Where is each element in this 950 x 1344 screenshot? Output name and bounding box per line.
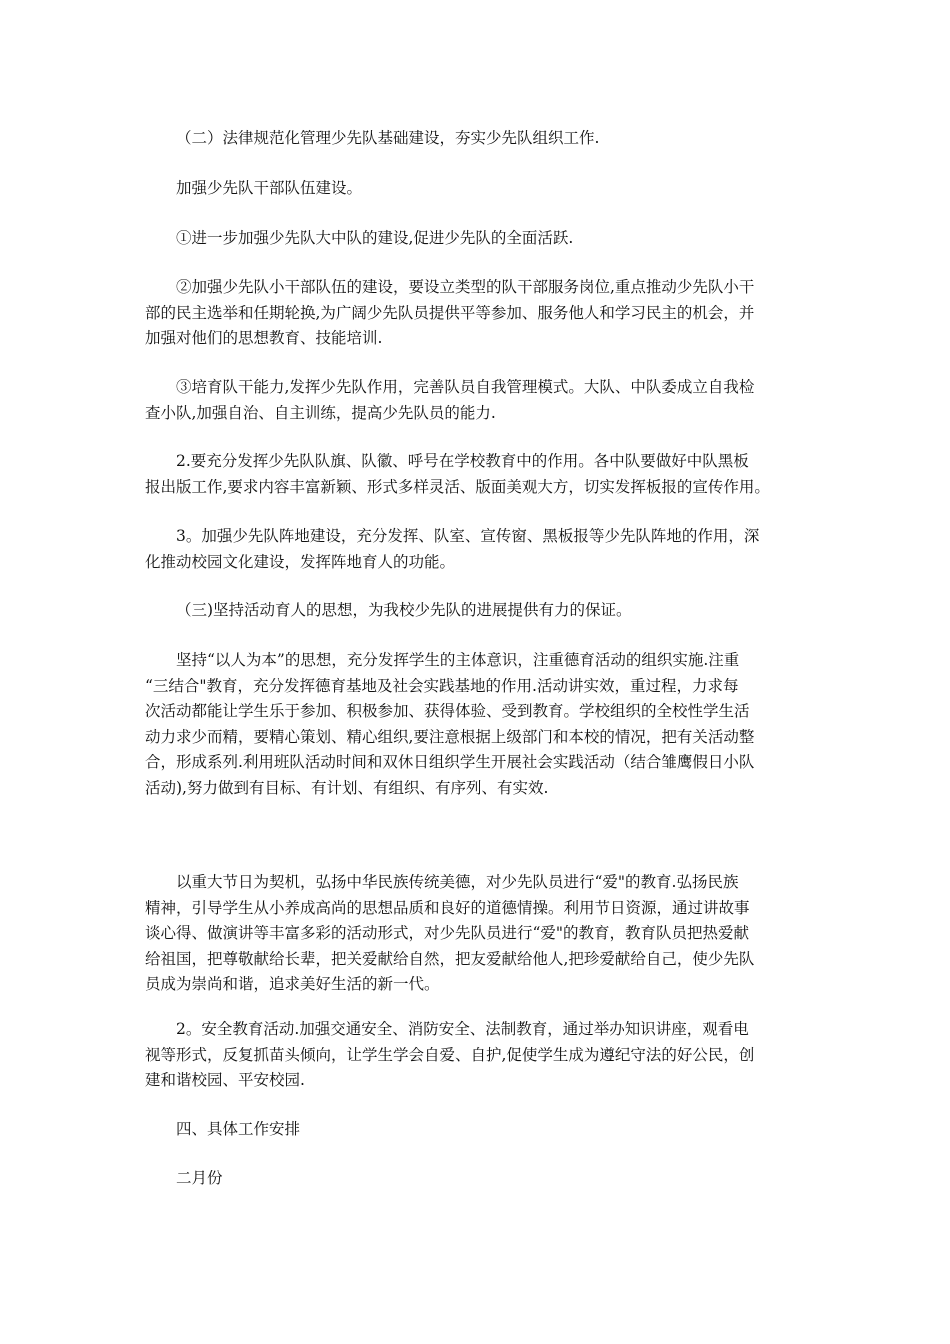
paragraph-people-oriented: [145, 648, 810, 801]
paragraph-point-3: [145, 524, 810, 575]
section-heading-2: [145, 126, 810, 152]
text-line: 部的民主选举和任期轮换,为广阔少先队员提供平等参加、服务他人和学习民主的机会，并: [145, 303, 755, 322]
text-line: 查小队,加强自治、自主训练，提高少先队员的能力.: [145, 403, 496, 422]
text-line: 视等形式，反复抓苗头倾向，让学生学会自爱、自护,促使学生成为遵纪守法的好公民，创: [145, 1045, 755, 1064]
text-line: ①进一步加强少先队大中队的建设,促进少先队的全面活跃.: [176, 229, 574, 247]
text-line: 2。安全教育活动.加强交通安全、消防安全、法制教育，通过举办知识讲座，观看电: [176, 1020, 749, 1038]
paragraph-item-3: [145, 375, 810, 426]
text-line: 合，形成系列.利用班队活动时间和双休日组织学生开展社会实践活动（结合雏鹰假日小队: [145, 753, 755, 771]
paragraph-safety-education: [145, 1017, 810, 1094]
text-line: 给祖国，把尊敬献给长辈，把关爱献给自然，把友爱献给他人,把珍爱献给自己，使少先队: [145, 949, 755, 968]
text-line: 二月份: [176, 1169, 223, 1187]
text-line: 3。加强少先队阵地建设，充分发挥、队室、宣传窗、黑板报等少先队阵地的作用，深: [176, 527, 760, 545]
text-line: “三结合"教育，充分发挥德育基地及社会实践基地的作用.活动讲实效，重过程，力求每: [145, 676, 739, 695]
text-line: ②加强少先队小干部队伍的建设，要设立类型的队干部服务岗位,重点推动少先队小干: [176, 278, 755, 296]
text-line: 活动),努力做到有目标、有计划、有组织、有序列、有实效.: [145, 778, 549, 797]
text-line: ③培育队干能力,发挥少先队作用，完善队员自我管理模式。大队、中队委成立自我检: [176, 378, 755, 396]
text-line: 次活动都能让学生乐于参加、积极参加、获得体验、受到教育。学校组织的全校性学生活: [145, 702, 750, 720]
text-line: 以重大节日为契机，弘扬中华民族传统美德，对少先队员进行“爱"的教育.弘扬民族: [176, 873, 739, 891]
paragraph-point-2: [145, 449, 810, 500]
paragraph-item-2: [145, 275, 810, 352]
paragraph-cadre-building: [145, 176, 810, 202]
text-line: 建和谐校园、平安校园.: [145, 1071, 305, 1089]
text-line: 加强对他们的思想教育、技能培训.: [145, 329, 383, 347]
text-line: 精神，引导学生从小养成高尚的思想品质和良好的道德情操。利用节日资源，通过讲故事: [145, 898, 750, 917]
text-line: 化推动校园文化建设，发挥阵地育人的功能。: [145, 552, 456, 571]
paragraph-item-1: [145, 226, 810, 252]
text-line: 2.要充分发挥少先队队旗、队徽、呼号在学校教育中的作用。各中队要做好中队黑板: [176, 452, 749, 470]
text-line: （三)坚持活动育人的思想，为我校少先队的进展提供有力的保证。: [176, 601, 632, 619]
text-line: 动力求少而精，要精心策划、精心组织,要注意根据上级部门和本校的情况，把有关活动整: [145, 727, 755, 746]
section-heading-4: [145, 1117, 810, 1143]
section-heading-3: [145, 598, 810, 624]
text-line: 坚持“以人为本”的思想，充分发挥学生的主体意识，注重德育活动的组织实施.注重: [176, 651, 740, 669]
month-heading: [145, 1166, 810, 1192]
text-line: 报出版工作,要求内容丰富新颖、形式多样灵活、版面美观大方，切实发挥板报的宣传作用。: [145, 477, 770, 496]
text-line: （二）法律规范化管理少先队基础建设，夯实少先队组织工作.: [176, 129, 600, 147]
text-line: 加强少先队干部队伍建设。: [176, 179, 363, 197]
text-line: 四、具体工作安排: [176, 1120, 301, 1138]
text-line: 谈心得、做演讲等丰富多彩的活动形式，对少先队员进行“爱"的教育，教育队员把热爱献: [145, 924, 750, 942]
text-line: 员成为崇尚和谐，追求美好生活的新一代。: [145, 975, 440, 993]
paragraph-festival-education: [145, 870, 810, 998]
